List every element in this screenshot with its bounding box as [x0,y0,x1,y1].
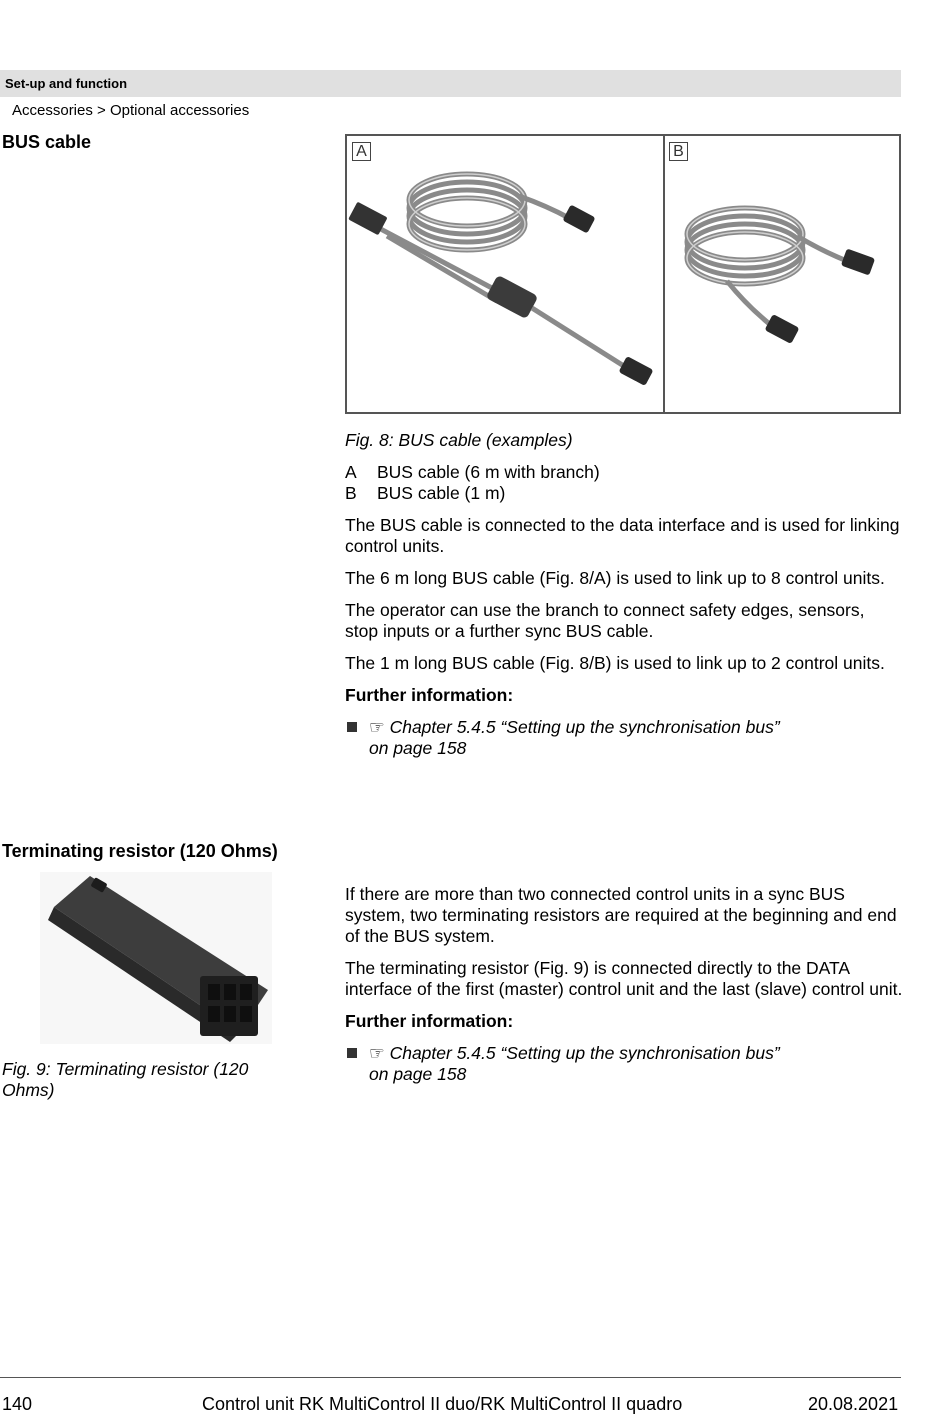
legend-key: B [345,483,357,503]
link-page[interactable]: on page 158 [369,738,467,758]
link-page[interactable]: on page 158 [369,1064,467,1084]
legend-item [345,483,901,504]
figure-legend [345,462,901,504]
paragraph: The operator can use the branch to connect safety edges, sensors, stop inputs or a further sync BUS cable. [345,600,865,641]
resistor-heading: Terminating resistor (120 Ohms) [2,841,278,861]
terminating-resistor-image [40,872,272,1044]
bus-cable-illustration [347,136,899,412]
legend-text: BUS cable (6 m with branch) [377,462,600,482]
document-title: Control unit RK MultiControl II duo/RK MultiControl II quadro [202,1394,683,1414]
paragraph: The 6 m long BUS cable (Fig. 8/A) is used to link up to 8 control units. [345,568,885,588]
bus-cable-heading: BUS cable [2,132,92,152]
legend-text: BUS cable (1 m) [377,483,506,503]
figure-label-a: A [352,142,371,161]
section-header: Set-up and function [0,70,901,97]
breadcrumb: Accessories > Optional accessories [12,102,250,119]
chapter-link[interactable] [345,717,901,759]
document-date: 20.08.2021 [808,1394,899,1414]
paragraph: The 1 m long BUS cable (Fig. 8/B) is used to link up to 2 control units. [345,653,885,673]
pointing-hand-icon: ☞ [369,717,385,737]
figure-9-caption: Fig. 9: Terminating resistor (120 Ohms) [2,1059,249,1100]
paragraph: The BUS cable is connected to the data interface and is used for linking control units. [345,515,900,556]
paragraph: The terminating resistor (Fig. 9) is connected directly to the DATA interface of the first (master) control unit and the last (slave) control unit. [345,958,903,999]
bullet-square-icon [347,1048,357,1058]
resistor-text-column [345,884,905,1085]
bus-cable-text-column [345,430,901,759]
page-number: 140 [2,1394,33,1414]
legend-key: A [345,462,357,482]
bullet-square-icon [347,722,357,732]
footer-divider [0,1377,901,1378]
link-text[interactable]: Chapter 5.4.5 “Setting up the synchronisation bus” [389,717,780,737]
bus-cable-figure [345,134,901,414]
link-text[interactable]: Chapter 5.4.5 “Setting up the synchronisation bus” [389,1043,780,1063]
further-info-heading: Further information: [345,1011,514,1031]
paragraph: If there are more than two connected control units in a sync BUS system, two terminating resistors are required at the beginning and end of the BUS system. [345,884,897,946]
further-info-heading: Further information: [345,685,514,705]
chapter-link[interactable] [345,1043,905,1085]
legend-item [345,462,901,483]
figure-label-b: B [669,142,688,161]
figure-8-caption: Fig. 8: BUS cable (examples) [345,430,573,450]
pointing-hand-icon: ☞ [369,1043,385,1063]
